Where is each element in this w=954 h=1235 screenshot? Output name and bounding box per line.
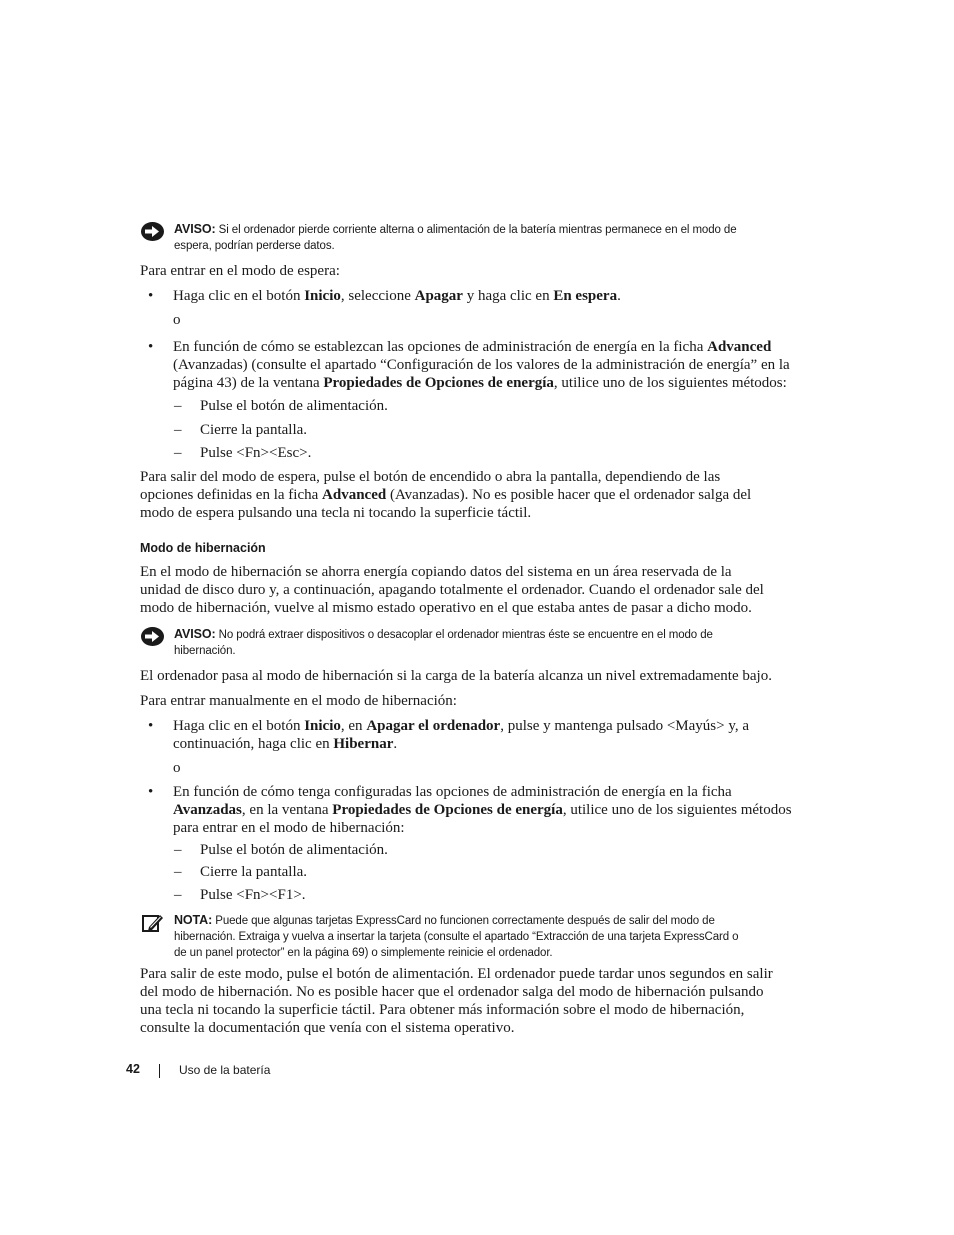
notice-line: Si el ordenador pierde corriente alterna o alimentación de la batería mientras permanece en el modo de bbox=[218, 224, 737, 236]
footer-section-title: Uso de la batería bbox=[179, 1063, 271, 1077]
dash-mark: – bbox=[174, 422, 182, 438]
dash-mark: – bbox=[174, 887, 182, 903]
dash-mark: – bbox=[174, 842, 182, 858]
hibernate-bullet-1 bbox=[173, 717, 818, 753]
hibernate-method-2: Cierre la pantalla. bbox=[200, 864, 308, 880]
or-separator: o bbox=[173, 312, 181, 328]
text-run: modo de hibernación, vuelve al mismo estado operativo en el que estaba antes de pasar a dicho modo. bbox=[140, 600, 752, 616]
text-run: . bbox=[393, 736, 398, 752]
text-run: continuación, haga clic en bbox=[173, 736, 334, 752]
text-run: Haga clic en el botón bbox=[173, 288, 305, 304]
bullet-mark: • bbox=[148, 288, 154, 304]
text-run: consulte la documentación que venía con el sistema operativo. bbox=[140, 1020, 515, 1036]
hibernate-bullet-2 bbox=[173, 783, 818, 837]
text-run: modo de espera pulsando una tecla ni tocando la superficie táctil. bbox=[140, 505, 532, 521]
ui-term-propiedades: Propiedades de Opciones de energía bbox=[332, 802, 563, 818]
ui-term-en-espera: En espera bbox=[553, 288, 618, 304]
text-run: Para salir del modo de espera, pulse el botón de encendido o abra la pantalla, dependiendo de las bbox=[140, 469, 721, 485]
hibernate-method-3: Pulse <Fn><F1>. bbox=[200, 887, 306, 903]
ui-term-apagar: Apagar bbox=[414, 288, 463, 304]
hibernate-exit-paragraph bbox=[140, 965, 816, 1037]
note-pencil-icon bbox=[140, 912, 165, 933]
notice-label: AVISO: bbox=[174, 627, 216, 641]
ui-term-inicio: Inicio bbox=[304, 718, 341, 734]
bullet-mark: • bbox=[148, 339, 154, 355]
ui-term-advanced: Advanced bbox=[707, 339, 772, 355]
footer-divider bbox=[159, 1064, 160, 1078]
ui-term-avanzadas: Avanzadas bbox=[173, 802, 242, 818]
notice-line: No podrá extraer dispositivos o desacoplar el ordenador mientras éste se encuentre en el modo de bbox=[218, 629, 713, 641]
text-run: (Avanzadas) (consulte el apartado “Configuración de los valores de la administración de energía” en la bbox=[173, 357, 790, 373]
section-heading-hibernation: Modo de hibernación bbox=[140, 541, 266, 555]
text-run: En el modo de hibernación se ahorra energía copiando datos del sistema en un área reservada de la bbox=[140, 564, 732, 580]
ui-term-hibernar: Hibernar bbox=[333, 736, 394, 752]
note-line: hibernación. Extraiga y vuelva a insertar la tarjeta (consulte el apartado “Extracción de una tarjeta ExpressCard o bbox=[174, 931, 739, 943]
standby-bullet-1 bbox=[173, 287, 818, 305]
standby-bullet-2 bbox=[173, 338, 818, 392]
text-run: , en bbox=[340, 718, 367, 734]
text-run: para entrar en el modo de hibernación: bbox=[173, 820, 405, 836]
manual-hibernate-intro: Para entrar manualmente en el modo de hibernación: bbox=[140, 693, 457, 709]
standby-exit-paragraph bbox=[140, 468, 816, 522]
notice-text bbox=[174, 221, 814, 254]
text-run: . bbox=[617, 288, 621, 304]
hibernate-intro bbox=[140, 563, 816, 617]
text-run: una tecla ni tocando la superficie táctil. Para obtener más información sobre el modo de hibernación, bbox=[140, 1002, 745, 1018]
notice-text bbox=[174, 626, 814, 659]
ui-term-advanced: Advanced bbox=[322, 487, 387, 503]
notice-arrow-icon bbox=[140, 626, 165, 647]
notice-arrow-icon bbox=[140, 221, 165, 242]
notice-line: hibernación. bbox=[174, 645, 236, 657]
text-run: , utilice uno de los siguientes métodos: bbox=[553, 375, 787, 391]
dash-mark: – bbox=[174, 445, 182, 461]
notice-line: espera, podrían perderse datos. bbox=[174, 240, 335, 252]
standby-method-2: Cierre la pantalla. bbox=[200, 422, 308, 438]
ui-term-inicio: Inicio bbox=[304, 288, 341, 304]
bullet-mark: • bbox=[148, 718, 154, 734]
standby-intro: Para entrar en el modo de espera: bbox=[140, 263, 340, 279]
text-run: , utilice uno de los siguientes métodos bbox=[562, 802, 792, 818]
note-line: de un panel protector” en la página 69) o simplemente reinicie el ordenador. bbox=[174, 947, 553, 959]
ui-term-propiedades: Propiedades de Opciones de energía bbox=[323, 375, 554, 391]
text-run: , en la ventana bbox=[241, 802, 333, 818]
text-run: página 43) de la ventana bbox=[173, 375, 324, 391]
ui-term-apagar-ordenador: Apagar el ordenador bbox=[366, 718, 501, 734]
dash-mark: – bbox=[174, 398, 182, 414]
bullet-mark: • bbox=[148, 784, 154, 800]
notice-label: AVISO: bbox=[174, 222, 216, 236]
text-run: , pulse y mantenga pulsado <Mayús> y, a bbox=[500, 718, 750, 734]
text-run: En función de cómo se establezcan las opciones de administración de energía en la ficha bbox=[173, 339, 708, 355]
text-run: Haga clic en el botón bbox=[173, 718, 305, 734]
text-run: y haga clic en bbox=[462, 288, 554, 304]
note-line: Puede que algunas tarjetas ExpressCard no funcionen correctamente después de salir del modo de bbox=[215, 915, 715, 927]
text-run: Para salir de este modo, pulse el botón de alimentación. El ordenador puede tardar unos segundos en salir bbox=[140, 966, 773, 982]
note-label: NOTA: bbox=[174, 913, 213, 927]
text-run: unidad de disco duro y, a continuación, apagando totalmente el ordenador. Cuando el ordenador sale del bbox=[140, 582, 764, 598]
hibernate-method-1: Pulse el botón de alimentación. bbox=[200, 842, 388, 858]
standby-method-3: Pulse <Fn><Esc>. bbox=[200, 445, 312, 461]
text-run: del modo de hibernación. No es posible hacer que el ordenador salga del modo de hibernación pulsando bbox=[140, 984, 764, 1000]
text-run: (Avanzadas). No es posible hacer que el ordenador salga del bbox=[386, 487, 752, 503]
or-separator: o bbox=[173, 760, 181, 776]
note-text bbox=[174, 912, 814, 961]
dash-mark: – bbox=[174, 864, 182, 880]
low-battery-paragraph: El ordenador pasa al modo de hibernación si la carga de la batería alcanza un nivel extremadamente bajo. bbox=[140, 668, 772, 684]
text-run: En función de cómo tenga configuradas las opciones de administración de energía en la ficha bbox=[173, 784, 732, 800]
page-number: 42 bbox=[126, 1062, 140, 1076]
text-run: opciones definidas en la ficha bbox=[140, 487, 323, 503]
text-run: , seleccione bbox=[340, 288, 415, 304]
standby-method-1: Pulse el botón de alimentación. bbox=[200, 398, 388, 414]
